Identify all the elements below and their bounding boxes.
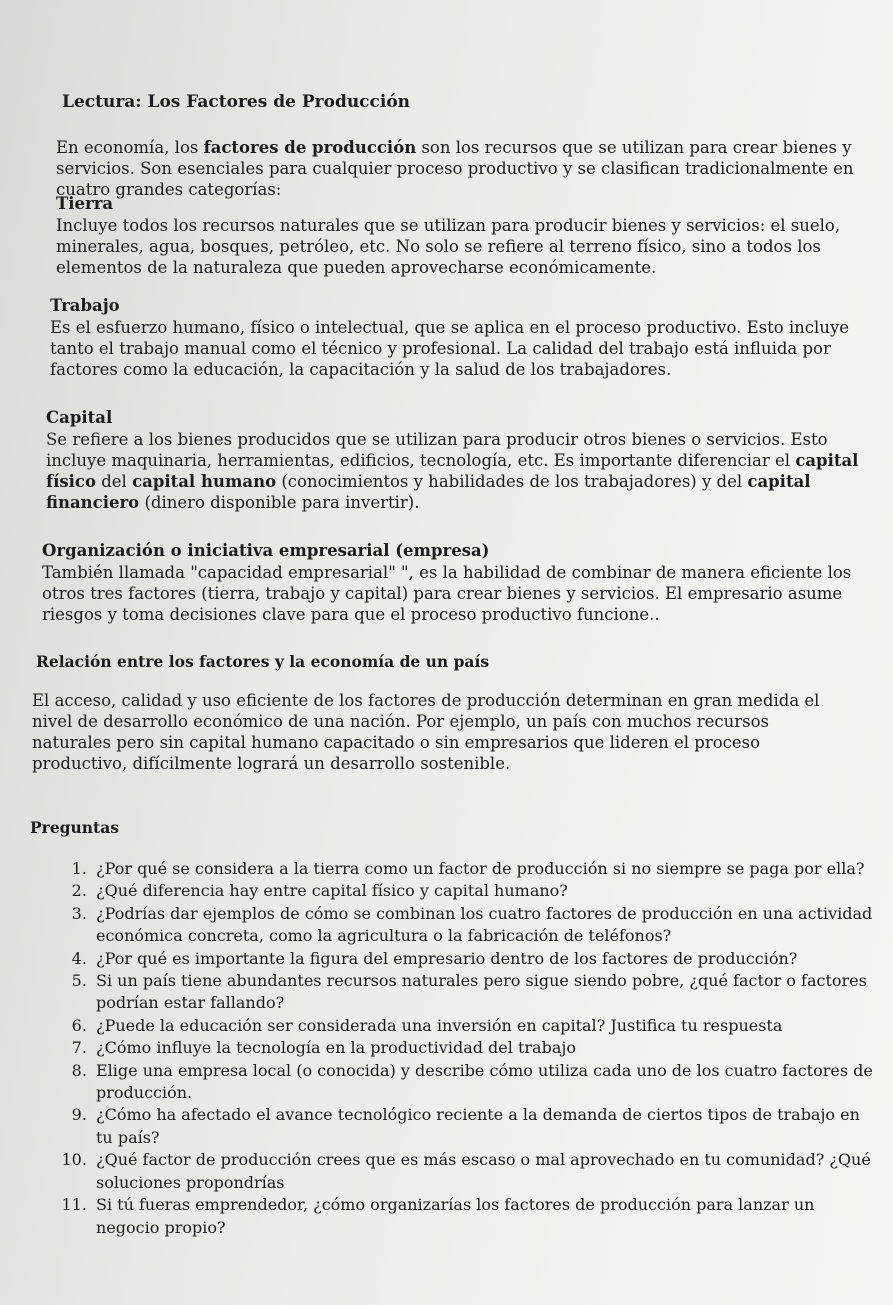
question-item: 11. Si tú fueras emprendedor, ¿cómo organizarías los factores de producción para lanzar un negocio propio? (92, 1194, 879, 1239)
trabajo-section (50, 296, 863, 380)
capital-heading: Capital (46, 408, 113, 427)
question-item: 2. ¿Qué diferencia hay entre capital físico y capital humano? (92, 880, 879, 902)
tierra-heading: Tierra (56, 194, 114, 213)
organizacion-heading: Organización o iniciativa empresarial (empresa) (42, 541, 490, 560)
intro-section (56, 137, 863, 200)
tierra-paragraph: Incluye todos los recursos naturales que se utilizan para producir bienes y servicios: el suelo, minerales, agua, bosques, petróleo, etc. No solo se refiere al terreno físico, sino a todos los elementos de la naturaleza que pueden aprovecharse económicamente. (56, 216, 841, 277)
question-item: 9. ¿Cómo ha afectado el avance tecnológico reciente a la demanda de ciertos tipos de trabajo en tu país? (92, 1104, 879, 1149)
preguntas-heading-block (30, 818, 863, 837)
questions-list (44, 858, 879, 1239)
organizacion-section (42, 541, 863, 625)
relacion-paragraph: El acceso, calidad y uso eficiente de los factores de producción determinan en gran medida el nivel de desarrollo económico de una nación. Por ejemplo, un país con muchos recursos naturales pero sin capital humano capacitado o sin empresarios que lideren el proceso productivo, difícilmente logrará un desarrollo sostenible. (32, 691, 820, 773)
capital-paragraph: Se refiere a los bienes producidos que se utilizan para producir otros bienes o servicios. Esto incluye maquinaria, herramientas, edificios, tecnología, etc. Es importante diferenciar el capital físico del capital humano (conocimientos y habilidades de los trabajadores) y del capital financiero (dinero disponible para invertir). (46, 430, 859, 512)
relacion-heading: Relación entre los factores y la economía de un país (36, 652, 490, 671)
question-item: 7. ¿Cómo influye la tecnología en la productividad del trabajo (92, 1037, 879, 1059)
question-item: 6. ¿Puede la educación ser considerada una inversión en capital? Justifica tu respuesta (92, 1015, 879, 1037)
trabajo-heading: Trabajo (50, 296, 120, 315)
question-item: 10. ¿Qué factor de producción crees que es más escaso o mal aprovechado en tu comunidad? ¿Qué soluciones propondrías (92, 1149, 879, 1194)
capital-section (46, 408, 863, 513)
organizacion-paragraph: También llamada "capacidad empresarial" ", es la habilidad de combinar de manera eficiente los otros tres factores (tierra, trabajo y capital) para crear bienes y servicios. El empresario asume riesgos y toma decisiones clave para que el proceso productivo funcione.. (42, 563, 852, 624)
preguntas-heading: Preguntas (30, 818, 119, 837)
question-item: 4. ¿Por qué es importante la figura del empresario dentro de los factores de producción? (92, 948, 879, 970)
trabajo-paragraph: Es el esfuerzo humano, físico o intelectual, que se aplica en el proceso productivo. Esto incluye tanto el trabajo manual como el técnico y profesional. La calidad del trabajo está influida por factores como la educación, la capacitación y la salud de los trabajadores. (50, 318, 850, 379)
question-item: 5. Si un país tiene abundantes recursos naturales pero sigue siendo pobre, ¿qué factor o factores podrían estar fallando? (92, 970, 879, 1015)
tierra-section (56, 194, 863, 278)
document-title: Lectura: Los Factores de Producción (62, 92, 411, 112)
question-item: 3. ¿Podrías dar ejemplos de cómo se combinan los cuatro factores de producción en una actividad económica concreta, como la agricultura o la fabricación de teléfonos? (92, 903, 879, 948)
relacion-section (32, 690, 853, 774)
intro-paragraph: En economía, los factores de producción son los recursos que se utilizan para crear bienes y servicios. Son esenciales para cualquier proceso productivo y se clasifican tradicionalmente en cuatro grandes categorías: (56, 138, 854, 199)
question-item: 8. Elige una empresa local (o conocida) y describe cómo utiliza cada uno de los cuatro factores de producción. (92, 1060, 879, 1105)
question-item: 1. ¿Por qué se considera a la tierra como un factor de producción si no siempre se paga por ella? (92, 858, 879, 880)
relacion-heading-block (36, 652, 863, 671)
